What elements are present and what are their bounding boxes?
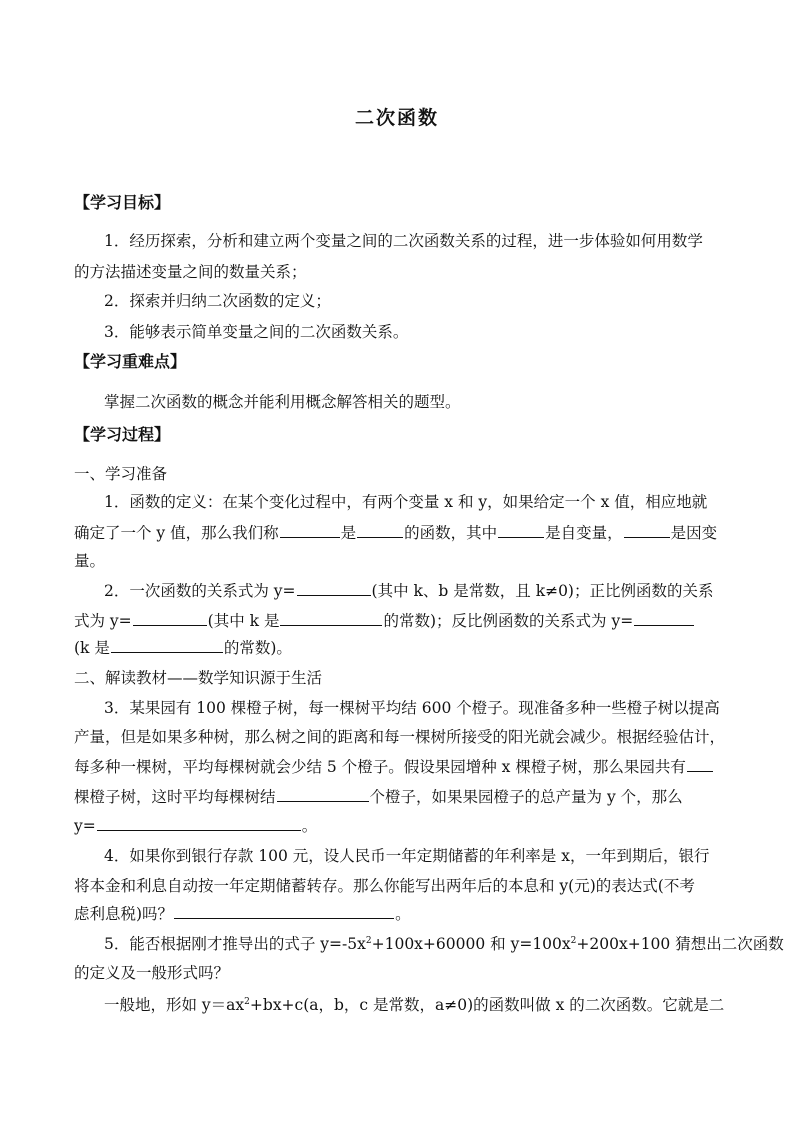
part-2-heading: 二、解读教材——数学知识源于生活 [74, 669, 323, 687]
part-1-heading: 一、学习准备 [74, 465, 168, 483]
q3-text-b: 棵橙子树，这时平均每棵树结 [74, 788, 276, 806]
key-points-text: 掌握二次函数的概念并能利用概念解答相关的题型。 [104, 393, 461, 411]
definition-text-a: 一般地，形如 y＝ax [104, 996, 245, 1014]
q1-line-1: 1．函数的定义：在某个变化过程中，有两个变量 x 和 y，如果给定一个 x 值，相应地就 [104, 493, 708, 511]
goal-1-line-2: 的方法描述变量之间的数量关系； [74, 263, 307, 281]
page-title: 二次函数 [354, 107, 439, 129]
q4-text-a: 虑利息税)吗？ [74, 905, 174, 923]
q1-text-a: 确定了一个 y 值，那么我们称 [74, 524, 279, 542]
q3-blank-1[interactable] [687, 756, 713, 772]
q4-blank-1[interactable] [174, 903, 394, 919]
q1-text-c: 的函数，其中 [404, 524, 498, 542]
q5-line-1 [104, 933, 784, 955]
q3-blank-3[interactable] [97, 815, 301, 831]
q5-superscript-2: 2 [570, 936, 577, 946]
q1-text-e: 是因变 [670, 524, 718, 542]
q3-line-3 [74, 756, 724, 778]
definition-text-b: +bx+c(a，b，c 是常数，a≠0)的函数叫做 x 的二次函数。它就是二 [249, 996, 725, 1014]
q3-text-d: y= [74, 817, 96, 835]
q1-text-d: 是自变量， [545, 524, 623, 542]
q1-blank-3[interactable] [498, 522, 544, 538]
q2-text-c: 式为 y= [74, 612, 132, 630]
q5-line-2: 的定义及一般形式吗？ [74, 964, 230, 982]
process-heading: 【学习过程】 [74, 425, 171, 444]
q4-line-3 [74, 903, 724, 925]
goal-2: 2．探索并归纳二次函数的定义； [104, 292, 331, 310]
q5-text-a: 5．能否根据刚才推导出的式子 y=-5x [104, 935, 366, 953]
q3-line-5 [74, 815, 724, 837]
q3-text-e: 。 [301, 817, 318, 835]
q2-blank-2[interactable] [133, 610, 207, 626]
q3-line-4 [74, 786, 724, 808]
q2-text-b: (其中 k、b 是常数，且 k≠0)；正比例函数的关系 [371, 582, 714, 600]
q1-text-b: 是 [340, 524, 357, 542]
q2-line-2 [74, 610, 724, 632]
q2-text-g: 的常数)。 [223, 639, 292, 657]
goals-heading: 【学习目标】 [74, 193, 171, 212]
goal-3: 3．能够表示简单变量之间的二次函数关系。 [104, 323, 409, 341]
q1-blank-4[interactable] [624, 522, 670, 538]
q1-line-2 [74, 522, 724, 544]
q4-line-1: 4．如果你到银行存款 100 元，设人民币一年定期储蓄的年利率是 x，一年到期后，银行 [104, 847, 710, 865]
q2-blank-1[interactable] [297, 580, 371, 596]
q3-blank-2[interactable] [277, 786, 369, 802]
goal-1-line-1: 1．经历探索，分析和建立两个变量之间的二次函数关系的过程，进一步体验如何用数学 [104, 232, 703, 250]
q2-blank-3[interactable] [280, 610, 382, 626]
q5-text-c: +200x+100 猜想出二次函数 [576, 935, 784, 953]
q1-line-3: 量。 [74, 552, 106, 570]
q5-text-b: +100x+60000 和 y=100x [371, 935, 571, 953]
q1-blank-1[interactable] [280, 522, 340, 538]
q3-text-c: 个橙子，如果果园橙子的总产量为 y 个，那么 [369, 788, 683, 806]
q2-blank-4[interactable] [634, 610, 694, 626]
q5-superscript-1: 2 [365, 936, 372, 946]
q3-line-2: 产量，但是如果多种树，那么树之间的距离和每一棵树所接受的阳光就会减少。根据经验估计， [74, 728, 726, 746]
q2-line-3 [74, 637, 724, 659]
q2-text-e: 的常数)；反比例函数的关系式为 y= [383, 612, 634, 630]
q4-line-2: 将本金和利息自动按一年定期储蓄转存。那么你能写出两年后的本息和 y(元)的表达式(不考 [74, 877, 695, 895]
q4-text-b: 。 [395, 905, 411, 923]
q2-line-1 [104, 580, 754, 602]
q3-text-a: 每多种一棵树，平均每棵树就会少结 5 个橙子。假设果园增种 x 棵橙子树，那么果园共有 [74, 758, 686, 776]
key-points-heading: 【学习重难点】 [74, 352, 187, 371]
q3-line-1: 3．某果园有 100 棵橙子树，每一棵树平均结 600 个橙子。现准备多种一些橙子树以提高 [104, 699, 720, 717]
definition-superscript: 2 [244, 997, 250, 1007]
definition-line [104, 994, 754, 1016]
q2-text-f: (k 是 [74, 639, 110, 657]
q2-text-a: 2．一次函数的关系式为 y= [104, 582, 296, 600]
q2-blank-5[interactable] [111, 637, 223, 653]
q2-text-d: (其中 k 是 [207, 612, 280, 630]
q1-blank-2[interactable] [357, 522, 403, 538]
